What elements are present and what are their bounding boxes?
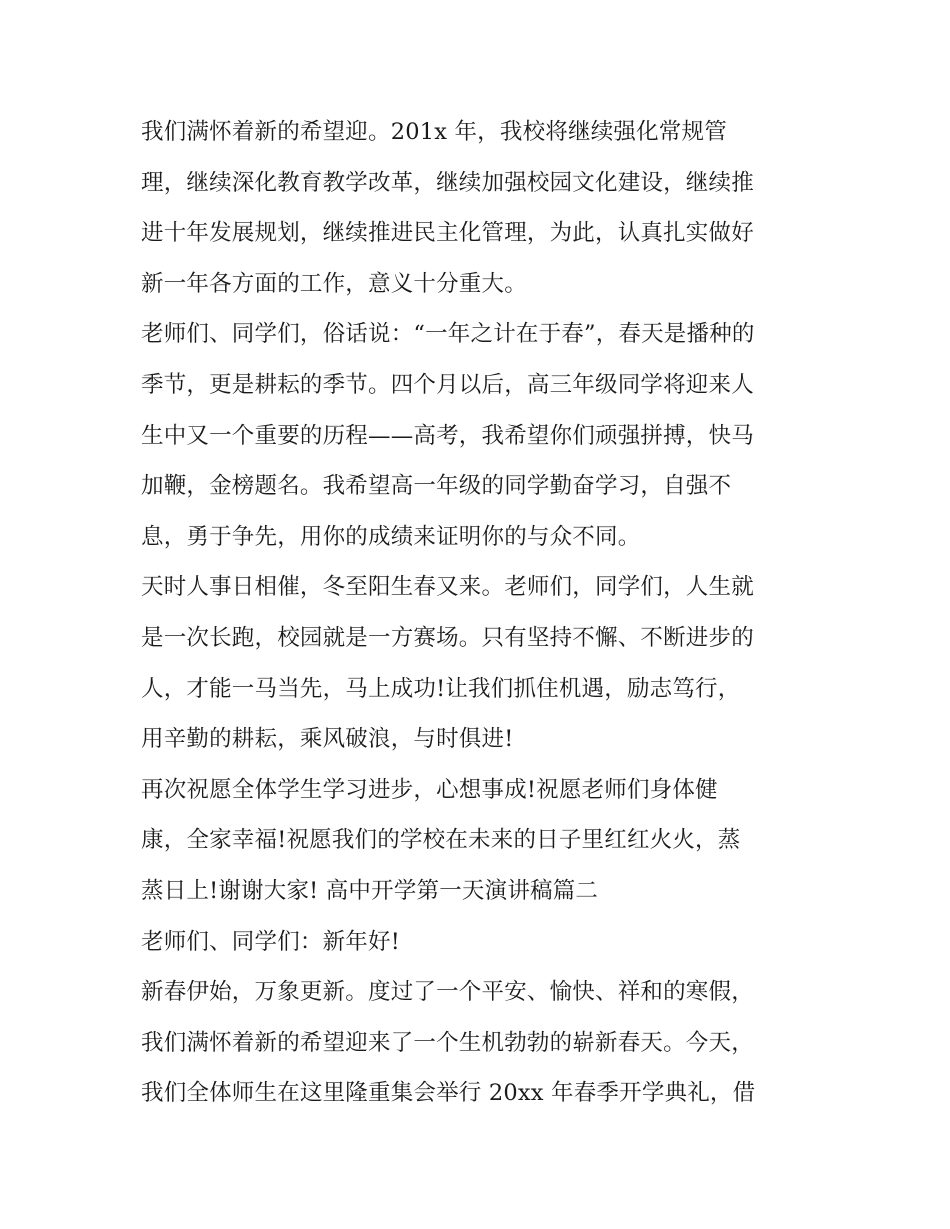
text-line: 老师们、同学们：新年好!	[141, 928, 400, 955]
text-line: 息，勇于争先，用你的成绩来证明你的与众不同。	[141, 523, 641, 550]
text-line: 新春伊始，万象更新。度过了一个平安、愉快、祥和的寒假，	[141, 979, 754, 1006]
text-line: 再次祝愿全体学生学习进步，心想事成!祝愿老师们身体健	[141, 776, 718, 803]
text-line: 进十年发展规划，继续推进民主化管理，为此，认真扎实做好	[141, 220, 754, 247]
text-line: 天时人事日相催，冬至阳生春又来。老师们，同学们，人生就	[141, 574, 754, 601]
text-line: 人，才能一马当先，马上成功!让我们抓住机遇，励志笃行，	[141, 675, 741, 702]
text-line: 我们满怀着新的希望迎来了一个生机勃勃的崭新春天。今天，	[141, 1029, 754, 1056]
text-line: 我们满怀着新的希望迎。201x 年，我校将继续强化常规管	[141, 119, 727, 145]
text-line: 康，全家幸福!祝愿我们的学校在未来的日子里红红火火，蒸	[141, 827, 741, 854]
text-line: 用辛勤的耕耘，乘风破浪，与时俱进!	[141, 726, 514, 753]
text-line: 新一年各方面的工作，意义十分重大。	[141, 270, 527, 297]
text-line: 生中又一个重要的历程——高考，我希望你们顽强拼搏，快马	[141, 422, 754, 449]
text-line: 季节，更是耕耘的季节。四个月以后，高三年级同学将迎来人	[141, 371, 754, 398]
text-line: 加鞭，金榜题名。我希望高一年级的同学勤奋学习，自强不	[141, 473, 732, 500]
text-line: 蒸日上!谢谢大家! 高中开学第一天演讲稿篇二	[141, 877, 599, 904]
text-line: 老师们、同学们，俗话说：“一年之计在于春”，春天是播种的	[141, 321, 755, 348]
document-body	[141, 107, 821, 1119]
text-line: 理，继续深化教育教学改革，继续加强校园文化建设，继续推	[141, 169, 754, 196]
text-line: 我们全体师生在这里隆重集会举行 20xx 年春季开学典礼，借	[141, 1080, 756, 1107]
text-line: 是一次长跑，校园就是一方赛场。只有坚持不懈、不断进步的	[141, 624, 754, 651]
